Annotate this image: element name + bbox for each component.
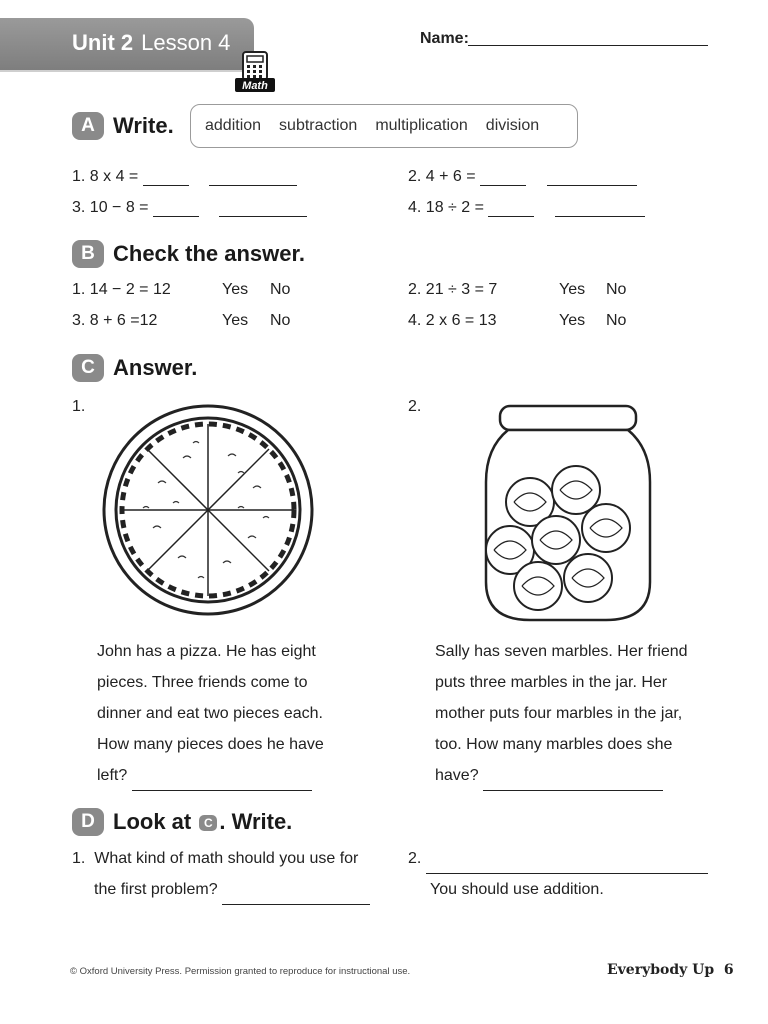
b-item-1-expr: 14 − 2 = 12 [89, 281, 171, 298]
a-item-2 [408, 168, 637, 186]
story2-line-2: puts three marbles in the jar. Her [435, 674, 668, 691]
c-q1-answer-blank[interactable] [132, 774, 312, 791]
b-item-3-expr: 8 + 6 =12 [89, 312, 158, 329]
b-item-2-expr: 21 ÷ 3 = 7 [425, 281, 498, 298]
story1-line-1: John has a pizza. He has eight [97, 643, 316, 660]
story1-prompt: left? [97, 767, 128, 784]
a-item-4 [408, 199, 645, 217]
word-subtraction: subtraction [279, 117, 358, 134]
section-b-badge: B [72, 240, 104, 268]
a-item-2-answer-blank[interactable] [480, 184, 526, 186]
b-item-3-num: 3. [72, 312, 86, 329]
a-item-1-expr: 8 x 4 = [89, 168, 139, 185]
pizza-illustration [98, 398, 318, 628]
story2-line-4: too. How many marbles does she [435, 736, 673, 753]
section-c-badge: C [72, 354, 104, 382]
c-q2-num: 2. [408, 398, 422, 415]
brand-name: Everybody Up [607, 962, 715, 978]
section-c-title: Answer. [113, 355, 198, 380]
section-b-title: Check the answer. [113, 241, 305, 266]
unit-label: Unit 2 [72, 30, 134, 55]
d-q1-num: 1. [72, 850, 86, 867]
section-d-title [113, 809, 292, 835]
a-item-3-operation-blank[interactable] [219, 215, 307, 217]
unit-lesson-title [72, 30, 230, 56]
name-label: Name: [420, 30, 469, 47]
story1-line-3: dinner and eat two pieces each. [97, 705, 323, 722]
story2-line-5 [435, 760, 735, 791]
story2-line-1: Sally has seven marbles. Her friend [435, 643, 688, 660]
d-q1 [72, 843, 392, 905]
d-q1-line2: the first problem? [94, 881, 218, 898]
d-q2-question-blank[interactable] [426, 857, 708, 874]
b-item-4-num: 4. [408, 312, 422, 329]
page-number: 6 [723, 962, 734, 978]
section-a-title: Write. [113, 113, 174, 138]
c-q1-num: 1. [72, 398, 86, 415]
d-q1-answer-blank[interactable] [222, 888, 370, 905]
word-addition: addition [205, 117, 262, 134]
story2-prompt: have? [435, 767, 479, 784]
a-item-4-answer-blank[interactable] [488, 215, 534, 217]
section-d-title-post: . Write. [219, 809, 293, 834]
a-item-1 [72, 168, 297, 186]
page-footer-brand [607, 962, 734, 978]
section-d-title-pre: Look at [113, 809, 192, 834]
lesson-label: Lesson 4 [141, 30, 231, 55]
b-item-1-no[interactable]: No [270, 281, 291, 298]
b-item-3-text [72, 312, 157, 330]
b-item-1-text [72, 281, 171, 299]
a-item-1-answer-blank[interactable] [143, 184, 189, 186]
d-q2 [408, 843, 728, 905]
word-multiplication: multiplication [375, 117, 468, 134]
marble-jar-illustration [478, 402, 658, 629]
story1-line-5 [97, 760, 387, 791]
story1-line-4: How many pieces does he have [97, 736, 324, 753]
copyright-notice: © Oxford University Press. Permission granted to reproduce for instructional use. [70, 966, 411, 977]
section-d-badge: D [72, 808, 104, 836]
d-q1-line1: What kind of math should you use for [94, 850, 359, 867]
name-blank[interactable] [468, 45, 708, 46]
a-item-2-num: 2. [408, 168, 422, 185]
a-item-4-expr: 18 ÷ 2 = [425, 199, 484, 216]
b-item-2-text [408, 281, 497, 299]
word-division: division [485, 117, 540, 134]
d-q2-answer: You should use addition. [430, 881, 604, 898]
b-item-3-no[interactable]: No [270, 312, 291, 329]
section-a-badge: A [72, 112, 104, 140]
a-item-4-operation-blank[interactable] [555, 215, 645, 217]
b-item-2-no[interactable]: No [606, 281, 627, 298]
story2-line-3: mother puts four marbles in the jar, [435, 705, 683, 722]
c-q2-answer-blank[interactable] [483, 774, 663, 791]
story1-line-2: pieces. Three friends come to [97, 674, 308, 691]
word-bank [190, 104, 578, 148]
a-item-3-num: 3. [72, 199, 86, 216]
a-item-1-operation-blank[interactable] [209, 184, 297, 186]
b-item-1-yes[interactable]: Yes [222, 281, 249, 298]
section-c-ref-badge: C [199, 815, 217, 831]
b-item-4-expr: 2 x 6 = 13 [425, 312, 497, 329]
math-badge-label: Math [242, 80, 268, 92]
b-item-4-text [408, 312, 497, 330]
d-q2-num: 2. [408, 850, 422, 867]
b-item-4-no[interactable]: No [606, 312, 627, 329]
c-story-2 [435, 636, 735, 791]
b-item-2-yes[interactable]: Yes [559, 281, 586, 298]
a-item-3 [72, 199, 307, 217]
b-item-4-yes[interactable]: Yes [559, 312, 586, 329]
a-item-3-expr: 10 − 8 = [89, 199, 149, 216]
a-item-2-expr: 4 + 6 = [425, 168, 476, 185]
c-story-1 [97, 636, 387, 791]
a-item-3-answer-blank[interactable] [153, 215, 199, 217]
b-item-2-num: 2. [408, 281, 422, 298]
math-calculator-icon [233, 50, 277, 94]
a-item-2-operation-blank[interactable] [547, 184, 637, 186]
a-item-1-num: 1. [72, 168, 86, 185]
a-item-4-num: 4. [408, 199, 422, 216]
b-item-1-num: 1. [72, 281, 86, 298]
b-item-3-yes[interactable]: Yes [222, 312, 249, 329]
